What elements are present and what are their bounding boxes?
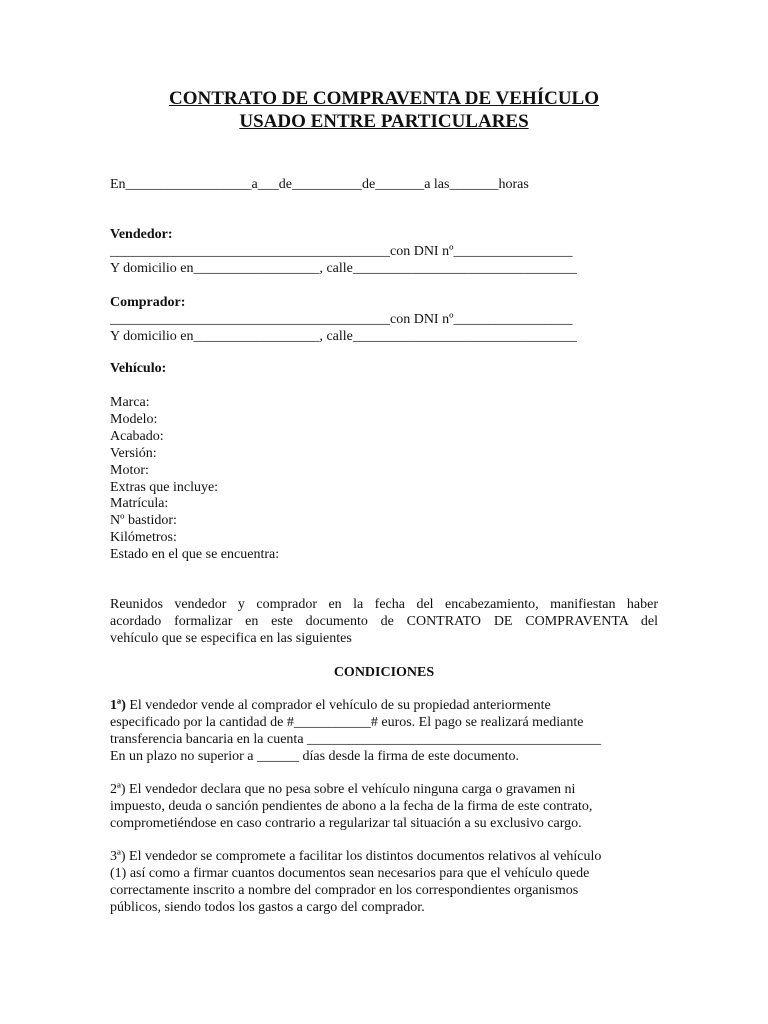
condition-3-line-1: 3ª) El vendedor se compromete a facilitar los distintos documentos relativos al vehículo [110,849,602,864]
condition-1-line-3: transferencia bancaria en la cuenta __________________________________________ [110,732,602,747]
condition-2-line-3: comprometiéndose en caso contrario a regularizar tal situación a su exclusivo cargo. [110,816,582,831]
vehicle-field-bastidor: Nº bastidor: [110,513,177,528]
vehicle-field-marca: Marca: [110,395,150,410]
vehicle-field-version: Versión: [110,446,157,461]
condition-2-line-1: 2ª) El vendedor declara que no pesa sobre el vehículo ninguna carga o gravamen ni [110,782,576,797]
vehicle-field-matricula: Matrícula: [110,496,169,511]
intro-line-2: acordado formalizar en este documento de CONTRATO DE COMPRAVENTA del [110,614,658,629]
seller-line-1: ________________________________________con DNI nº_________________ [110,244,573,259]
vehicle-field-modelo: Modelo: [110,412,158,427]
intro-line-3: vehículo que se especifica en las siguientes [110,631,352,646]
vehicle-field-motor: Motor: [110,463,149,478]
intro-line-1: Reunidos vendedor y comprador en la fecha del encabezamiento, manifiestan haber [110,597,658,612]
condition-1-number: 1ª) [110,698,126,713]
vehicle-field-acabado: Acabado: [110,429,164,444]
title-line-2: USADO ENTRE PARTICULARES [239,111,529,132]
vehicle-field-extras: Extras que incluye: [110,480,219,495]
condition-1-line-1 [110,697,551,714]
condition-1-text: El vendedor vende al comprador el vehículo de su propiedad anteriormente [125,698,551,713]
condition-2-line-2: impuesto, deuda o sanción pendientes de abono a la fecha de la firma de este contrato, [110,799,593,814]
condition-1-line-2: especificado por la cantidad de #___________# euros. El pago se realizará mediante [110,715,584,730]
condition-3-line-3: correctamente inscrito a nombre del comprador en los correspondientes organismos [110,883,579,898]
date-line: En__________________a___de__________de_______a las_______horas [110,177,529,192]
seller-heading: Vendedor: [110,227,173,242]
title-line-1: CONTRATO DE COMPRAVENTA DE VEHÍCULO [168,88,600,109]
condition-1-line-4: En un plazo no superior a ______ días desde la firma de este documento. [110,749,519,764]
conditions-heading: CONDICIONES [333,665,435,680]
vehicle-heading: Vehículo: [110,361,167,376]
buyer-line-1: ________________________________________con DNI nº_________________ [110,312,573,327]
vehicle-field-estado: Estado en el que se encuentra: [110,547,280,562]
buyer-line-2: Y domicilio en__________________, calle________________________________ [110,329,577,344]
seller-line-2: Y domicilio en__________________, calle________________________________ [110,261,577,276]
vehicle-field-kilometros: Kilómetros: [110,530,177,545]
buyer-heading: Comprador: [110,295,186,310]
condition-3-line-4: públicos, siendo todos los gastos a cargo del comprador. [110,900,425,915]
condition-3-line-2: (1) así como a firmar cuantos documentos sean necesarios para que el vehículo quede [110,866,590,881]
